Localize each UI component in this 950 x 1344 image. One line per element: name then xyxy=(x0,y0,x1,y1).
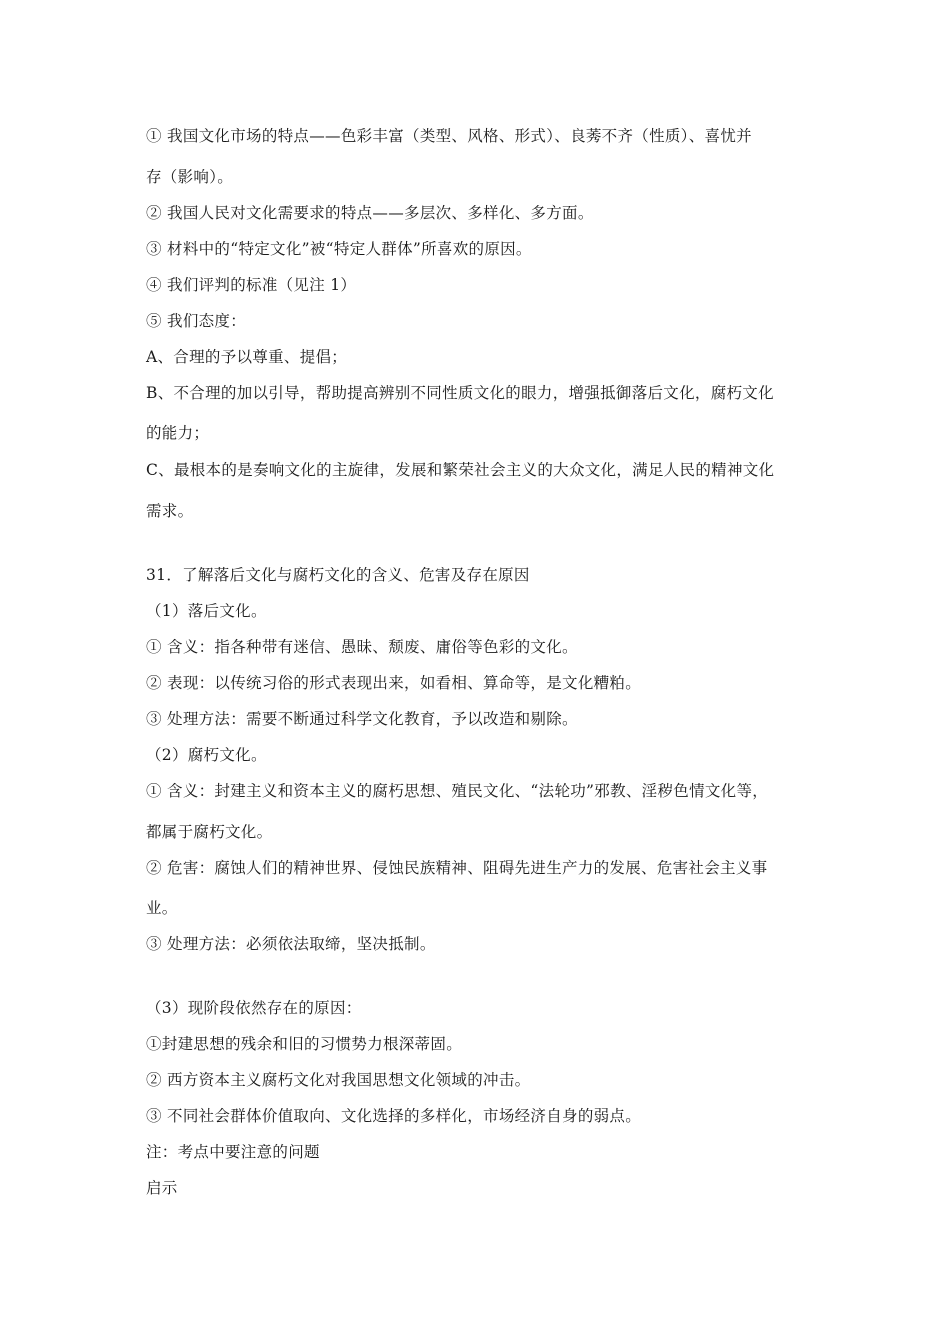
text-line: ① 含义：指各种带有迷信、愚昧、颓废、庸俗等色彩的文化。 xyxy=(146,638,578,656)
section-heading: 31．了解落后文化与腐朽文化的含义、危害及存在原因 xyxy=(146,566,530,584)
text-line: ③ 处理方法：必须依法取缔，坚决抵制。 xyxy=(146,935,436,953)
text-line: ④ 我们评判的标准（见注 1） xyxy=(146,276,357,294)
text-line: ⑤ 我们态度： xyxy=(146,312,247,330)
text-line: ② 危害：腐蚀人们的精神世界、侵蚀民族精神、阻碍先进生产力的发展、危害社会主义事 xyxy=(146,859,768,877)
text-line: ③ 处理方法：需要不断通过科学文化教育，予以改造和剔除。 xyxy=(146,710,578,728)
text-line: 存（影响）。 xyxy=(146,168,234,186)
text-line: ① 含义：封建主义和资本主义的腐朽思想、殖民文化、“法轮功”邪教、淫秽色情文化等， xyxy=(146,782,769,800)
subsection-heading: （2）腐朽文化。 xyxy=(146,746,267,764)
text-line: ② 我国人民对文化需要求的特点——多层次、多样化、多方面。 xyxy=(146,204,594,222)
text-line: ② 表现：以传统习俗的形式表现出来，如看相、算命等，是文化糟粕。 xyxy=(146,674,642,692)
text-line: B、不合理的加以引导，帮助提高辨别不同性质文化的眼力，增强抵御落后文化，腐朽文化 xyxy=(146,384,774,402)
text-line: 需求。 xyxy=(146,502,194,520)
note-line: 启示 xyxy=(146,1179,178,1197)
subsection-heading: （3）现阶段依然存在的原因： xyxy=(146,999,362,1017)
text-line: ① 我国文化市场的特点——色彩丰富（类型、风格、形式）、良莠不齐（性质）、喜忧并 xyxy=(146,127,752,145)
text-line: ③ 材料中的“特定文化”被“特定人群体”所喜欢的原因。 xyxy=(146,240,532,258)
text-line: C、最根本的是奏响文化的主旋律，发展和繁荣社会主义的大众文化，满足人民的精神文化 xyxy=(146,461,775,479)
text-line: ③ 不同社会群体价值取向、文化选择的多样化，市场经济自身的弱点。 xyxy=(146,1107,642,1125)
text-line: A、合理的予以尊重、提倡； xyxy=(146,348,348,366)
text-line: ② 西方资本主义腐朽文化对我国思想文化领域的冲击。 xyxy=(146,1071,531,1089)
text-line: 都属于腐朽文化。 xyxy=(146,823,273,841)
text-line: ①封建思想的残余和旧的习惯势力根深蒂固。 xyxy=(146,1035,463,1053)
subsection-heading: （1）落后文化。 xyxy=(146,602,267,620)
text-line: 业。 xyxy=(146,899,178,917)
note-line: 注：考点中要注意的问题 xyxy=(146,1143,320,1161)
text-line: 的能力； xyxy=(146,424,210,442)
